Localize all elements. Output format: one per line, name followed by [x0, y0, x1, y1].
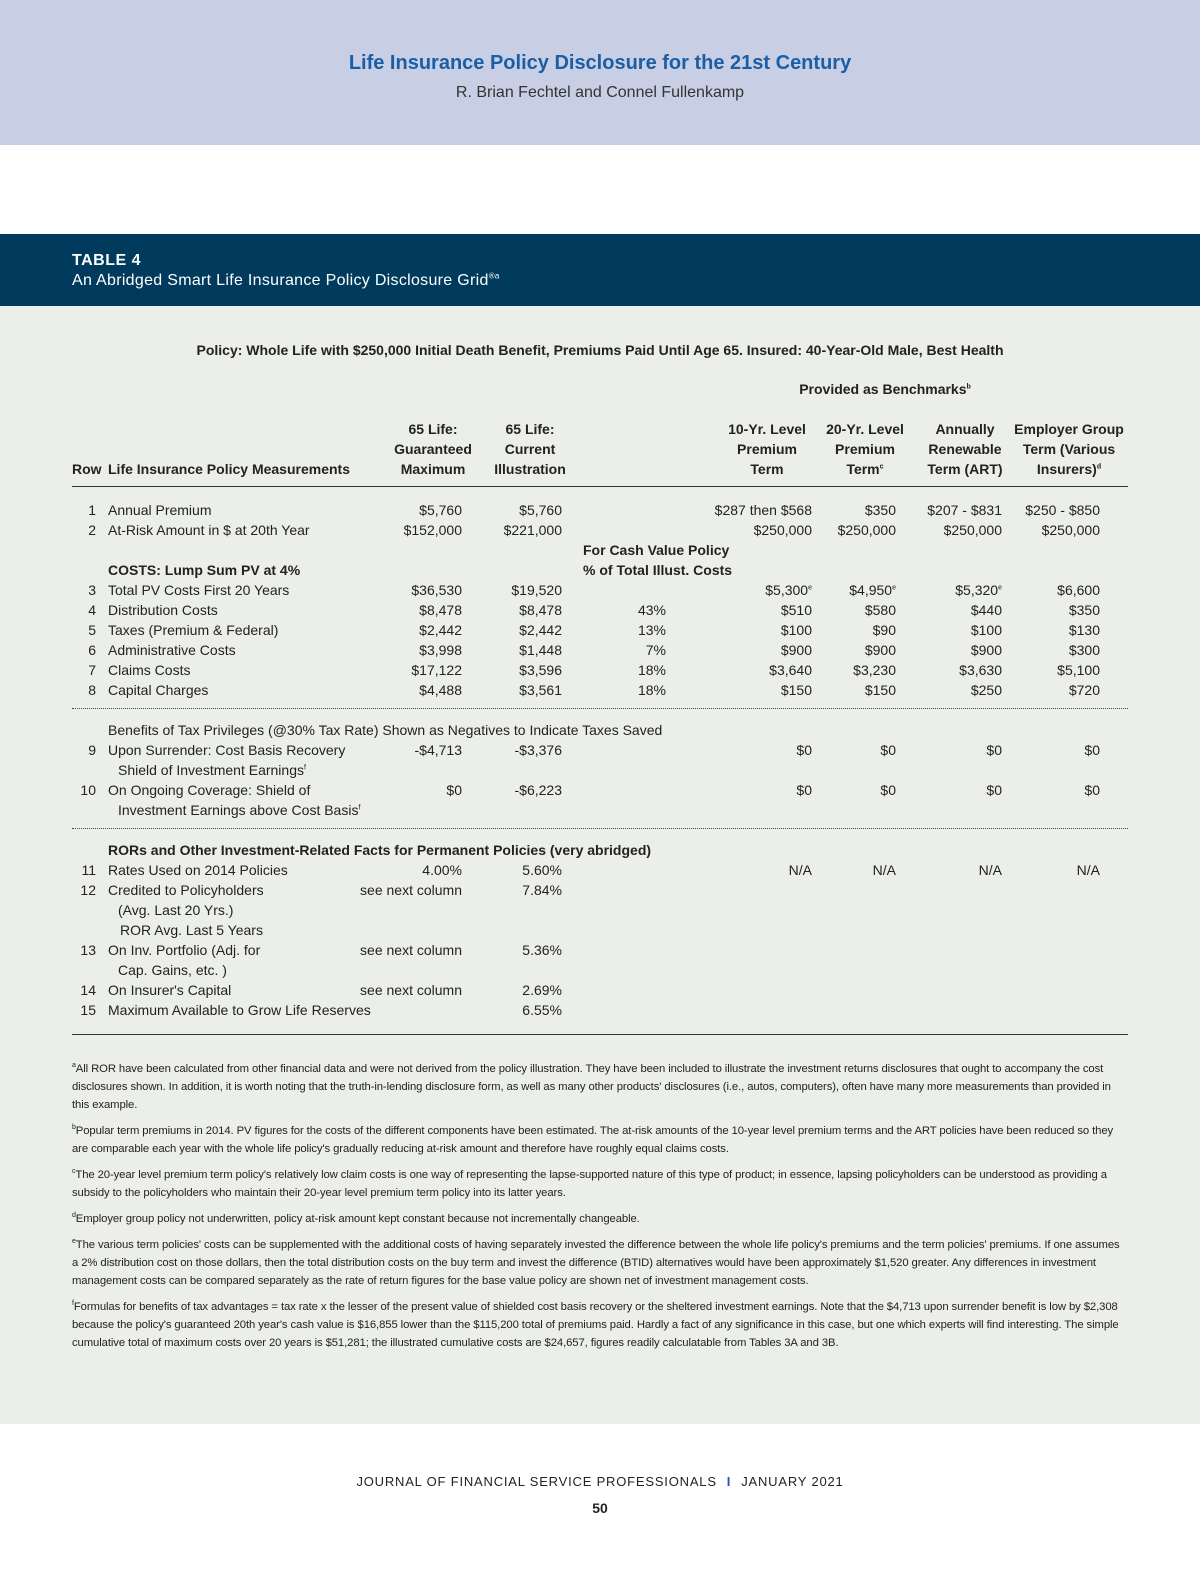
- row-7-t10: $3,640: [769, 662, 812, 678]
- ror-row-13-cur: 5.36%: [522, 942, 562, 958]
- row-3-t10-text: $5,300: [765, 582, 809, 598]
- col-row-header: Row: [72, 461, 102, 477]
- row-4-gmax: $8,478: [419, 602, 462, 618]
- col-measure-header: Life Insurance Policy Measurements: [108, 461, 350, 477]
- row-7-n: 7: [88, 662, 96, 678]
- row-2-t10: $250,000: [753, 522, 812, 538]
- footnote-mark: e: [72, 1238, 76, 1246]
- footnote-mark: f: [358, 804, 361, 812]
- row-3-cur: $19,520: [511, 582, 562, 598]
- tax-row-10-cur: -$6,223: [514, 782, 562, 798]
- tax-row-10-gmax: $0: [446, 782, 462, 798]
- row-6-t10: $900: [780, 642, 812, 658]
- row-4-art: $440: [970, 602, 1002, 618]
- footnote-mark: b: [72, 1124, 76, 1132]
- tax-row-9-n: 9: [88, 742, 96, 758]
- row-8-n: 8: [88, 682, 96, 698]
- tax-row-9-label2: [118, 760, 306, 780]
- cash-value-heading: [583, 540, 732, 580]
- row-1-emp: $250 - $850: [1025, 502, 1100, 518]
- row-6-cur: $1,448: [519, 642, 562, 658]
- row-5-gmax: $2,442: [419, 622, 462, 638]
- ror-row-14-n: 14: [80, 982, 96, 998]
- page-number: 50: [592, 1500, 608, 1516]
- row-1-n: 1: [88, 502, 96, 518]
- row-8-label: Capital Charges: [108, 682, 209, 698]
- tax-row-9-label2-text: Shield of Investment Earnings: [118, 762, 304, 778]
- row-5-emp: $130: [1068, 622, 1100, 638]
- tax-row-10-label2-text: Investment Earnings above Cost Basis: [118, 802, 359, 818]
- row-4-t20: $580: [864, 602, 896, 618]
- footnote-mark: d: [72, 1212, 76, 1220]
- table-caption-text: An Abridged Smart Life Insurance Policy Disclosure Grid: [72, 272, 489, 289]
- col-t20-header: [820, 419, 910, 479]
- ror-sub-heading: ROR Avg. Last 5 Years: [120, 922, 263, 938]
- row-1-gmax: $5,760: [419, 502, 462, 518]
- col-gmax-l1: 65 Life:: [408, 421, 458, 437]
- row-6-n: 6: [88, 642, 96, 658]
- tax-row-10-n: 10: [80, 782, 96, 798]
- col-gmax-l3: Maximum: [400, 461, 466, 477]
- table-panel: [0, 306, 1200, 1424]
- col-cur-l2: Current: [504, 441, 556, 457]
- bottom-rule: [72, 1034, 1128, 1035]
- costs-heading: COSTS: Lump Sum PV at 4%: [108, 562, 301, 578]
- tax-row-9-emp: $0: [1084, 742, 1100, 758]
- footnote-a: [72, 1060, 1128, 1114]
- tax-row-10-label: On Ongoing Coverage: Shield of: [108, 782, 311, 798]
- tax-row-9-art: $0: [986, 742, 1002, 758]
- ror-row-12-label: Credited to Policyholders: [108, 882, 264, 898]
- row-5-t20: $90: [872, 622, 896, 638]
- row-2-emp: $250,000: [1041, 522, 1100, 538]
- row-4-n: 4: [88, 602, 96, 618]
- row-6-emp: $300: [1068, 642, 1100, 658]
- footnote-d: [72, 1210, 1128, 1228]
- ror-row-13-label2: Cap. Gains, etc. ): [118, 962, 227, 978]
- footnote-c: [72, 1166, 1128, 1202]
- row-7-pct: 18%: [637, 662, 666, 678]
- ror-row-13-n: 13: [80, 942, 96, 958]
- row-6-art: $900: [970, 642, 1002, 658]
- col-emp-mark: d: [1096, 463, 1102, 471]
- row-5-t10: $100: [780, 622, 812, 638]
- row-8-art: $250: [970, 682, 1002, 698]
- row-1-t20: $350: [864, 502, 896, 518]
- footnote-text: Employer group policy not underwritten, policy at-risk amount kept constant because not incrementally changeable.: [75, 1213, 640, 1225]
- article-title: Life Insurance Policy Disclosure for the 21st Century: [348, 52, 852, 74]
- row-4-emp: $350: [1068, 602, 1100, 618]
- tax-row-9-t20: $0: [880, 742, 896, 758]
- footnotes: [72, 1060, 1128, 1360]
- footnote-mark: e: [808, 584, 812, 592]
- ror-row-14-cur: 2.69%: [522, 982, 562, 998]
- col-t10-l2: Premium: [737, 441, 797, 457]
- row-7-art: $3,630: [959, 662, 1002, 678]
- row-5-label: Taxes (Premium & Federal): [108, 622, 279, 638]
- tax-row-9-label: Upon Surrender: Cost Basis Recovery: [108, 742, 346, 758]
- footnote-text: Popular term premiums in 2014. PV figures for the costs of the different components have been estimated. The at-risk amounts of the 10-year level premium terms and the ART policies have been reduced so they are comparable each year with the whole life policy's gradually reducing at-risk amount and therefore have roughly equal claims costs.: [72, 1125, 1114, 1155]
- row-2-art: $250,000: [943, 522, 1002, 538]
- footnote-f: [72, 1298, 1128, 1352]
- ror-row-11-t10: N/A: [788, 862, 812, 878]
- footnote-mark: e: [892, 584, 896, 592]
- ror-row-14-gmax: see next column: [360, 982, 462, 998]
- row-6-gmax: $3,998: [419, 642, 462, 658]
- ror-row-11-art: N/A: [978, 862, 1002, 878]
- col-t20-l1: 20-Yr. Level: [826, 421, 904, 437]
- footnote-mark: c: [72, 1168, 76, 1176]
- tax-row-10-art: $0: [986, 782, 1002, 798]
- footer-separator: I: [726, 1474, 732, 1489]
- row-3-t10: [700, 580, 812, 600]
- dotted-rule-2: [72, 828, 1128, 829]
- col-art-l3: Term (ART): [927, 461, 1003, 477]
- row-3-n: 3: [88, 582, 96, 598]
- row-6-label: Administrative Costs: [108, 642, 236, 658]
- col-t20-mark: c: [879, 463, 884, 471]
- tax-heading: Benefits of Tax Privileges (@30% Tax Rate) Shown as Negatives to Indicate Taxes Saved: [108, 722, 663, 738]
- row-3-art-text: $5,320: [955, 582, 999, 598]
- benchmarks-label-text: Provided as Benchmarks: [799, 381, 967, 397]
- row-8-emp: $720: [1068, 682, 1100, 698]
- row-2-t20: $250,000: [837, 522, 896, 538]
- row-4-label: Distribution Costs: [108, 602, 218, 618]
- benchmarks-mark: b: [966, 383, 971, 391]
- row-8-pct: 18%: [637, 682, 666, 698]
- row-5-pct: 13%: [637, 622, 666, 638]
- col-cur-l1: 65 Life:: [505, 421, 555, 437]
- ror-heading: RORs and Other Investment-Related Facts for Permanent Policies (very abridged): [108, 842, 652, 858]
- cash-value-heading-l2: % of Total Illust. Costs: [583, 562, 733, 578]
- col-art-header: [918, 419, 1012, 479]
- row-2-gmax: $152,000: [403, 522, 462, 538]
- ror-row-11-n: 11: [81, 862, 96, 878]
- row-7-cur: $3,596: [519, 662, 562, 678]
- tax-row-10-t20: $0: [880, 782, 896, 798]
- footnote-e: [72, 1236, 1128, 1290]
- footnote-text: Formulas for benefits of tax advantages = tax rate x the lesser of the present value of shielded cost basis recovery or the sheltered investment earnings. Note that the $4,713 upon surrender benefit is low by $2,308 because the policy's guaranteed 20th year's cash value is $16,855 lower than the $115,200 total of premiums paid. Hardly a fact of any significance in this case, but one which experts will find interesting. The simple cumulative total of maximum costs over 20 years is $51,281; the illustrated cumulative costs are $24,657, figures readily calculatable from Tables 3A and 3B.: [72, 1301, 1119, 1349]
- row-2-n: 2: [88, 522, 96, 538]
- row-7-emp: $5,100: [1057, 662, 1100, 678]
- row-3-gmax: $36,530: [411, 582, 462, 598]
- footnote-text: The various term policies' costs can be supplemented with the additional costs of having separately invested the difference between the whole life policy's premiums and the term policies' premiums. If one assumes a 2% distribution cost on those dollars, then the total distribution costs on the buy term and invest the difference (BTID) alternatives would have been approximately $1,520 greater. Any differences in investment management costs can be compared separately as the rate of return figures for the base value policy are shown net of investment management costs.: [72, 1239, 1120, 1287]
- col-t20-l3: [820, 459, 910, 479]
- row-1-t10: $287 then $568: [714, 502, 812, 518]
- table-label: TABLE 4: [72, 252, 141, 269]
- row-5-art: $100: [970, 622, 1002, 638]
- tax-row-9-gmax: -$4,713: [414, 742, 462, 758]
- col-emp-l3: [1010, 459, 1128, 479]
- tax-row-10-t10: $0: [796, 782, 812, 798]
- footnote-mark: f: [304, 764, 306, 772]
- footnote-text: The 20-year level premium term policy's relatively low claim costs is one way of representing the lapse-supported nature of this type of product; in essence, lapsing policyholders can be understood as providing a subsidy to the policyholders who maintain their 20-year level premium term policy into its latter years.: [72, 1169, 1107, 1199]
- footnote-b: [72, 1122, 1128, 1158]
- col-emp-l3-text: Insurers): [1036, 461, 1097, 477]
- ror-row-12-label2: (Avg. Last 20 Yrs.): [118, 902, 234, 918]
- row-3-t20-text: $4,950: [849, 582, 893, 598]
- journal-name: JOURNAL OF FINANCIAL SERVICE PROFESSIONALS: [356, 1474, 717, 1489]
- col-t10-header: [722, 419, 812, 479]
- col-t20-l3-text: Term: [846, 461, 880, 477]
- row-2-cur: $221,000: [503, 522, 562, 538]
- page-header: [0, 0, 1200, 145]
- row-3-art: [910, 580, 1002, 600]
- col-art-l1: Annually: [935, 421, 995, 437]
- row-5-n: 5: [88, 622, 96, 638]
- row-6-pct: 7%: [645, 642, 666, 658]
- row-4-t10: $510: [780, 602, 812, 618]
- row-1-cur: $5,760: [519, 502, 562, 518]
- tax-row-9-t10: $0: [796, 742, 812, 758]
- ror-row-12-gmax: see next column: [360, 882, 462, 898]
- col-gmax-header: [380, 419, 486, 479]
- ror-row-11-cur: 5.60%: [522, 862, 562, 878]
- row-2-label: At-Risk Amount in $ at 20th Year: [108, 522, 310, 538]
- ror-row-13-gmax: see next column: [360, 942, 462, 958]
- col-gmax-l2: Guaranteed: [394, 441, 472, 457]
- col-emp-header: [1010, 419, 1128, 479]
- footnote-text: All ROR have been calculated from other financial data and were not derived from the policy illustration. They have been included to illustrate the investment returns disclosures that ought to accompany the cost disclosures shown. In addition, it is worth noting that the truth-in-lending disclosure form, as well as many other products' disclosures (i.e., autos, computers), often have many more measurements than provided in this example.: [72, 1063, 1111, 1111]
- ror-row-11-emp: N/A: [1076, 862, 1100, 878]
- row-4-cur: $8,478: [519, 602, 562, 618]
- ror-row-12-n: 12: [80, 882, 96, 898]
- row-5-cur: $2,442: [519, 622, 562, 638]
- ror-row-13-label: On Inv. Portfolio (Adj. for: [108, 942, 261, 958]
- ror-row-12-cur: 7.84%: [522, 882, 562, 898]
- ror-row-11-t20: N/A: [872, 862, 896, 878]
- issue-date: JANUARY 2021: [741, 1474, 844, 1489]
- col-emp-l2: Term (Various: [1022, 441, 1116, 457]
- col-t10-l3: Term: [750, 461, 784, 477]
- footnote-mark: f: [72, 1300, 74, 1308]
- dotted-rule-1: [72, 708, 1128, 709]
- row-7-label: Claims Costs: [108, 662, 191, 678]
- row-3-label: Total PV Costs First 20 Years: [108, 582, 290, 598]
- row-3-t20: [820, 580, 896, 600]
- footnote-mark: e: [998, 584, 1002, 592]
- ror-row-15-n: 15: [80, 1002, 96, 1018]
- header-rule: [72, 486, 1128, 487]
- ror-row-11-gmax: 4.00%: [422, 862, 462, 878]
- ror-row-15-cur: 6.55%: [522, 1002, 562, 1018]
- row-4-pct: 43%: [637, 602, 666, 618]
- col-art-l2: Renewable: [928, 441, 1002, 457]
- tax-row-10-label2: [118, 800, 360, 820]
- col-emp-l1: Employer Group: [1014, 421, 1124, 437]
- row-1-label: Annual Premium: [108, 502, 212, 518]
- col-cur-header: [482, 419, 578, 479]
- row-8-gmax: $4,488: [419, 682, 462, 698]
- col-cur-l3: Illustration: [494, 461, 566, 477]
- col-t20-l2: Premium: [835, 441, 895, 457]
- footnote-mark: a: [72, 1062, 76, 1070]
- tax-row-9-cur: -$3,376: [514, 742, 562, 758]
- tax-row-10-emp: $0: [1084, 782, 1100, 798]
- table-title-bar: [0, 234, 1200, 306]
- row-7-gmax: $17,122: [411, 662, 462, 678]
- row-6-t20: $900: [864, 642, 896, 658]
- row-8-cur: $3,561: [519, 682, 562, 698]
- cash-value-heading-l1: For Cash Value Policy: [583, 542, 730, 558]
- row-7-t20: $3,230: [853, 662, 896, 678]
- row-1-art: $207 - $831: [927, 502, 1002, 518]
- caption-mark: ®a: [488, 271, 500, 281]
- col-t10-l1: 10-Yr. Level: [728, 421, 806, 437]
- ror-row-14-label: On Insurer's Capital: [108, 982, 232, 998]
- ror-row-11-label: Rates Used on 2014 Policies: [108, 862, 288, 878]
- table-caption: [72, 272, 500, 290]
- policy-line: Policy: Whole Life with $250,000 Initial Death Benefit, Premiums Paid Until Age 65. Insured: 40-Year-Old Male, Best Health: [196, 342, 1004, 358]
- article-authors: R. Brian Fechtel and Connel Fullenkamp: [455, 84, 745, 101]
- journal-footer: [0, 1474, 1200, 1489]
- row-8-t10: $150: [780, 682, 812, 698]
- benchmarks-label: [720, 379, 1050, 399]
- row-8-t20: $150: [864, 682, 896, 698]
- row-3-emp: $6,600: [1057, 582, 1100, 598]
- ror-row-15-label: Maximum Available to Grow Life Reserves: [108, 1002, 371, 1018]
